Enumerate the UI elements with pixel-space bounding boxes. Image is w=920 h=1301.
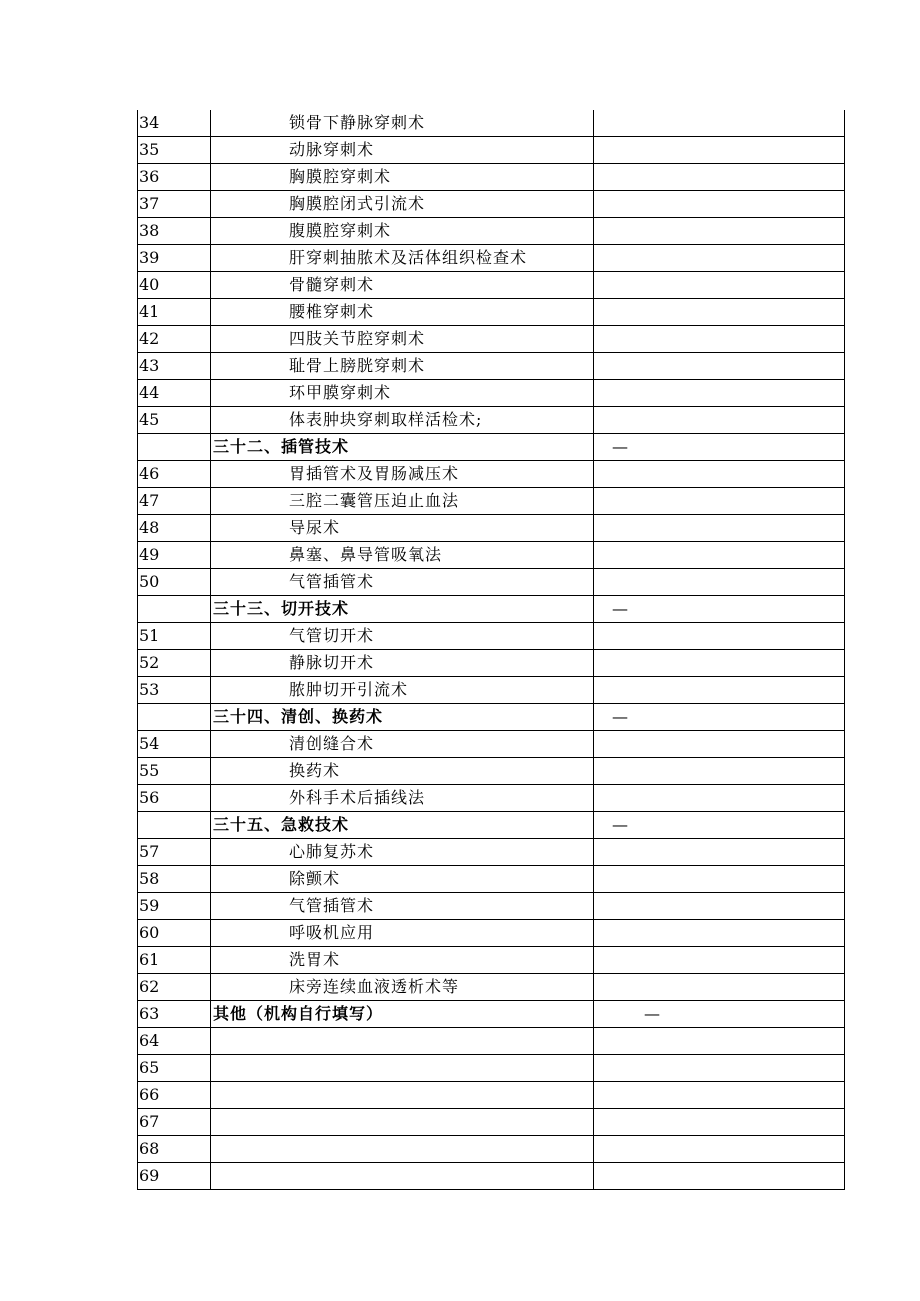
table-row bbox=[138, 515, 845, 542]
table-row bbox=[138, 299, 845, 326]
table-row bbox=[138, 1082, 845, 1109]
procedure-name: 胸膜腔穿刺术 bbox=[289, 167, 392, 186]
row-number: 54 bbox=[138, 731, 211, 758]
table-row bbox=[138, 974, 845, 1001]
section-row bbox=[138, 596, 845, 623]
mark-cell bbox=[594, 974, 845, 1001]
section-row bbox=[138, 704, 845, 731]
table-row bbox=[138, 920, 845, 947]
mark-cell bbox=[594, 920, 845, 947]
table-row bbox=[138, 272, 845, 299]
row-number: 66 bbox=[138, 1082, 211, 1109]
procedure-name-cell bbox=[211, 677, 594, 704]
procedure-name-cell bbox=[211, 1136, 594, 1163]
mark-cell bbox=[594, 812, 845, 839]
procedure-name-cell bbox=[211, 812, 594, 839]
procedure-name: 锁骨下静脉穿刺术 bbox=[289, 113, 426, 132]
row-number: 45 bbox=[138, 407, 211, 434]
procedure-name-cell bbox=[211, 1001, 594, 1028]
row-number: 47 bbox=[138, 488, 211, 515]
mark-cell bbox=[594, 218, 845, 245]
row-number: 60 bbox=[138, 920, 211, 947]
row-number bbox=[138, 704, 211, 731]
row-number: 56 bbox=[138, 785, 211, 812]
row-number: 62 bbox=[138, 974, 211, 1001]
procedure-name-cell bbox=[211, 488, 594, 515]
table-row bbox=[138, 650, 845, 677]
table-row bbox=[138, 542, 845, 569]
procedure-name-cell bbox=[211, 326, 594, 353]
procedure-name-cell bbox=[211, 1055, 594, 1082]
row-number: 34 bbox=[138, 110, 211, 137]
procedure-name: 除颤术 bbox=[289, 869, 341, 888]
mark-cell bbox=[594, 1028, 845, 1055]
procedure-name: 气管切开术 bbox=[289, 626, 375, 645]
procedure-name: 环甲膜穿刺术 bbox=[289, 383, 392, 402]
row-number: 65 bbox=[138, 1055, 211, 1082]
procedure-name: 导尿术 bbox=[289, 518, 341, 537]
procedure-name: 床旁连续血液透析术等 bbox=[289, 977, 460, 996]
row-number: 57 bbox=[138, 839, 211, 866]
table-row bbox=[138, 623, 845, 650]
section-heading: 三十三、切开技术 bbox=[213, 599, 350, 618]
procedure-name-cell bbox=[211, 731, 594, 758]
row-number: 35 bbox=[138, 137, 211, 164]
row-number: 49 bbox=[138, 542, 211, 569]
mark-cell bbox=[594, 380, 845, 407]
section-heading: 三十五、急救技术 bbox=[213, 815, 350, 834]
procedure-name: 外科手术后插线法 bbox=[289, 788, 426, 807]
mark-cell bbox=[594, 839, 845, 866]
procedure-name-cell bbox=[211, 110, 594, 137]
row-number: 67 bbox=[138, 1109, 211, 1136]
procedure-name: 心肺复苏术 bbox=[289, 842, 375, 861]
procedure-name-cell bbox=[211, 407, 594, 434]
procedure-name: 耻骨上膀胱穿刺术 bbox=[289, 356, 426, 375]
table-row bbox=[138, 866, 845, 893]
mark-cell bbox=[594, 110, 845, 137]
procedure-name-cell bbox=[211, 704, 594, 731]
mark-cell bbox=[594, 785, 845, 812]
procedure-name: 胃插管术及胃肠减压术 bbox=[289, 464, 460, 483]
table-row bbox=[138, 218, 845, 245]
section-row bbox=[138, 812, 845, 839]
mark-cell bbox=[594, 299, 845, 326]
row-number: 36 bbox=[138, 164, 211, 191]
row-number: 53 bbox=[138, 677, 211, 704]
table-row bbox=[138, 1028, 845, 1055]
procedure-name-cell bbox=[211, 272, 594, 299]
table-row bbox=[138, 326, 845, 353]
procedure-name-cell bbox=[211, 623, 594, 650]
procedure-name: 肝穿刺抽脓术及活体组织检查术 bbox=[289, 248, 528, 267]
procedure-name-cell bbox=[211, 866, 594, 893]
procedure-name: 三腔二囊管压迫止血法 bbox=[289, 491, 460, 510]
row-number: 38 bbox=[138, 218, 211, 245]
procedure-name: 其他（机构自行填写） bbox=[213, 1004, 384, 1023]
section-heading: 三十二、插管技术 bbox=[213, 437, 350, 456]
mark-cell bbox=[594, 731, 845, 758]
mark-cell bbox=[594, 893, 845, 920]
procedure-name: 清创缝合术 bbox=[289, 734, 375, 753]
procedure-name-cell bbox=[211, 947, 594, 974]
procedure-name-cell bbox=[211, 1109, 594, 1136]
table-row bbox=[138, 407, 845, 434]
procedure-name: 动脉穿刺术 bbox=[289, 140, 375, 159]
row-number: 44 bbox=[138, 380, 211, 407]
table-row bbox=[138, 353, 845, 380]
mark-cell bbox=[594, 353, 845, 380]
dash-mark: — bbox=[612, 599, 628, 618]
table-row bbox=[138, 1109, 845, 1136]
procedure-name-cell bbox=[211, 218, 594, 245]
table-row bbox=[138, 1001, 845, 1028]
procedure-name: 体表肿块穿刺取样活检术; bbox=[289, 410, 483, 429]
procedure-name: 四肢关节腔穿刺术 bbox=[289, 329, 426, 348]
row-number: 61 bbox=[138, 947, 211, 974]
row-number: 68 bbox=[138, 1136, 211, 1163]
procedure-name-cell bbox=[211, 974, 594, 1001]
table-row bbox=[138, 731, 845, 758]
row-number: 55 bbox=[138, 758, 211, 785]
table-body bbox=[138, 110, 845, 1190]
dash-mark: — bbox=[644, 1004, 660, 1023]
row-number: 51 bbox=[138, 623, 211, 650]
mark-cell bbox=[594, 137, 845, 164]
procedure-name-cell bbox=[211, 569, 594, 596]
procedure-name-cell bbox=[211, 434, 594, 461]
row-number: 63 bbox=[138, 1001, 211, 1028]
dash-mark: — bbox=[612, 707, 628, 726]
mark-cell bbox=[594, 596, 845, 623]
mark-cell bbox=[594, 1136, 845, 1163]
mark-cell bbox=[594, 542, 845, 569]
section-row bbox=[138, 434, 845, 461]
table-row bbox=[138, 1055, 845, 1082]
table-row bbox=[138, 380, 845, 407]
procedure-name: 腰椎穿刺术 bbox=[289, 302, 375, 321]
table-row bbox=[138, 893, 845, 920]
mark-cell bbox=[594, 623, 845, 650]
row-number: 52 bbox=[138, 650, 211, 677]
procedure-name-cell bbox=[211, 893, 594, 920]
mark-cell bbox=[594, 515, 845, 542]
procedure-name: 骨髓穿刺术 bbox=[289, 275, 375, 294]
row-number: 58 bbox=[138, 866, 211, 893]
procedure-name-cell bbox=[211, 1163, 594, 1190]
mark-cell bbox=[594, 1055, 845, 1082]
table-row bbox=[138, 677, 845, 704]
procedure-name-cell bbox=[211, 515, 594, 542]
procedure-name: 胸膜腔闭式引流术 bbox=[289, 194, 426, 213]
mark-cell bbox=[594, 434, 845, 461]
mark-cell bbox=[594, 947, 845, 974]
mark-cell bbox=[594, 164, 845, 191]
procedure-name-cell bbox=[211, 461, 594, 488]
table-row bbox=[138, 461, 845, 488]
procedure-name-cell bbox=[211, 650, 594, 677]
mark-cell bbox=[594, 461, 845, 488]
mark-cell bbox=[594, 677, 845, 704]
table-row bbox=[138, 758, 845, 785]
row-number: 42 bbox=[138, 326, 211, 353]
table-row bbox=[138, 785, 845, 812]
mark-cell bbox=[594, 650, 845, 677]
procedure-name: 静脉切开术 bbox=[289, 653, 375, 672]
mark-cell bbox=[594, 1163, 845, 1190]
mark-cell bbox=[594, 758, 845, 785]
mark-cell bbox=[594, 326, 845, 353]
mark-cell bbox=[594, 488, 845, 515]
mark-cell bbox=[594, 407, 845, 434]
table-row bbox=[138, 110, 845, 137]
row-number bbox=[138, 812, 211, 839]
procedure-name-cell bbox=[211, 164, 594, 191]
row-number: 40 bbox=[138, 272, 211, 299]
table-row bbox=[138, 569, 845, 596]
row-number bbox=[138, 596, 211, 623]
table-row bbox=[138, 839, 845, 866]
row-number: 50 bbox=[138, 569, 211, 596]
row-number: 46 bbox=[138, 461, 211, 488]
table-row bbox=[138, 137, 845, 164]
procedure-table bbox=[137, 110, 845, 1190]
table-row bbox=[138, 947, 845, 974]
mark-cell bbox=[594, 1109, 845, 1136]
procedure-name-cell bbox=[211, 542, 594, 569]
table-row bbox=[138, 191, 845, 218]
row-number: 37 bbox=[138, 191, 211, 218]
procedure-name: 腹膜腔穿刺术 bbox=[289, 221, 392, 240]
table-row bbox=[138, 245, 845, 272]
table-row bbox=[138, 488, 845, 515]
procedure-name-cell bbox=[211, 758, 594, 785]
procedure-name-cell bbox=[211, 785, 594, 812]
procedure-name: 鼻塞、鼻导管吸氧法 bbox=[289, 545, 443, 564]
row-number: 59 bbox=[138, 893, 211, 920]
mark-cell bbox=[594, 1001, 845, 1028]
procedure-name: 气管插管术 bbox=[289, 572, 375, 591]
procedure-name-cell bbox=[211, 596, 594, 623]
procedure-name-cell bbox=[211, 380, 594, 407]
table-row bbox=[138, 1136, 845, 1163]
row-number: 69 bbox=[138, 1163, 211, 1190]
dash-mark: — bbox=[612, 815, 628, 834]
procedure-name-cell bbox=[211, 353, 594, 380]
procedure-name: 洗胃术 bbox=[289, 950, 341, 969]
row-number bbox=[138, 434, 211, 461]
procedure-name-cell bbox=[211, 920, 594, 947]
mark-cell bbox=[594, 866, 845, 893]
mark-cell bbox=[594, 704, 845, 731]
row-number: 39 bbox=[138, 245, 211, 272]
mark-cell bbox=[594, 1082, 845, 1109]
procedure-name-cell bbox=[211, 1028, 594, 1055]
row-number: 43 bbox=[138, 353, 211, 380]
procedure-name: 呼吸机应用 bbox=[289, 923, 375, 942]
mark-cell bbox=[594, 245, 845, 272]
procedure-name-cell bbox=[211, 191, 594, 218]
dash-mark: — bbox=[612, 437, 628, 456]
row-number: 48 bbox=[138, 515, 211, 542]
mark-cell bbox=[594, 272, 845, 299]
procedure-name: 换药术 bbox=[289, 761, 341, 780]
mark-cell bbox=[594, 191, 845, 218]
mark-cell bbox=[594, 569, 845, 596]
procedure-name: 脓肿切开引流术 bbox=[289, 680, 409, 699]
procedure-name-cell bbox=[211, 839, 594, 866]
section-heading: 三十四、清创、换药术 bbox=[213, 707, 384, 726]
procedure-name-cell bbox=[211, 299, 594, 326]
table-row bbox=[138, 1163, 845, 1190]
procedure-name-cell bbox=[211, 1082, 594, 1109]
table-row bbox=[138, 164, 845, 191]
procedure-name: 气管插管术 bbox=[289, 896, 375, 915]
row-number: 41 bbox=[138, 299, 211, 326]
procedure-name-cell bbox=[211, 137, 594, 164]
procedure-name-cell bbox=[211, 245, 594, 272]
row-number: 64 bbox=[138, 1028, 211, 1055]
